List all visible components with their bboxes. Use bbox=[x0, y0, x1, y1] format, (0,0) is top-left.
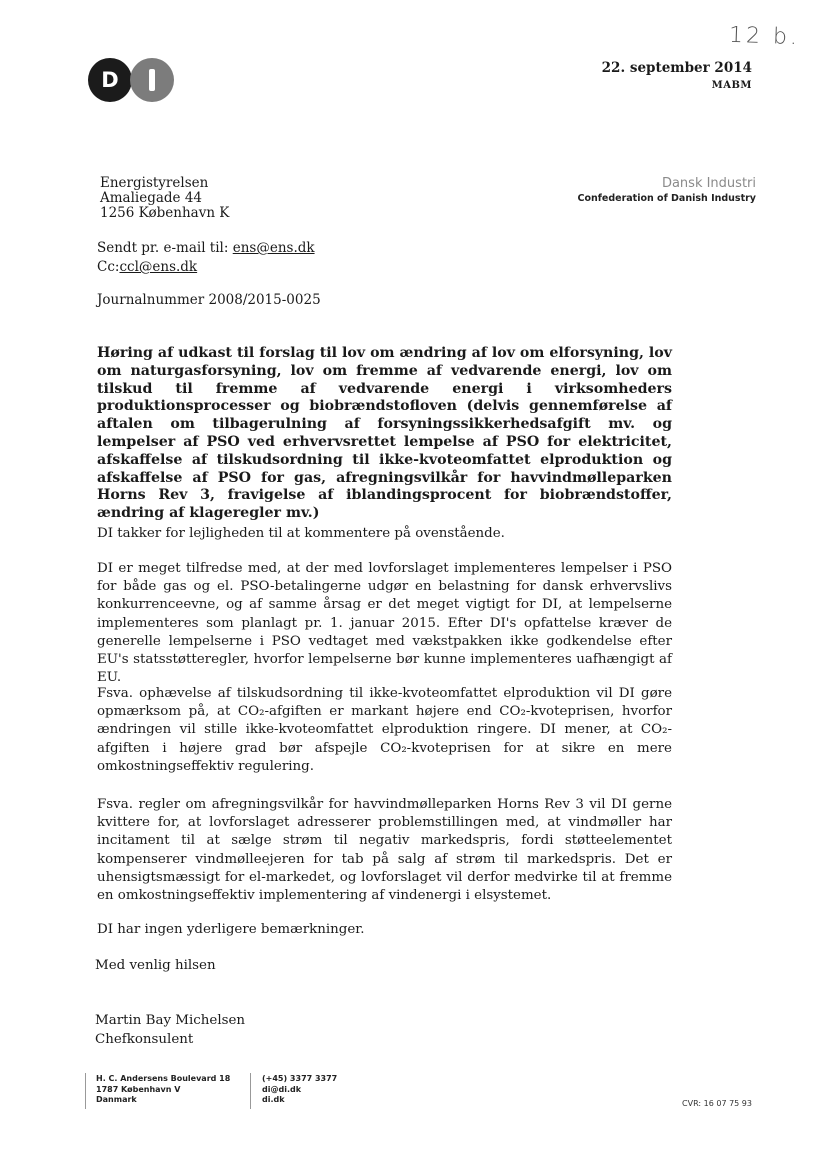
footer-cvr: CVR: 16 07 75 93 bbox=[682, 1099, 752, 1108]
footer-divider bbox=[85, 1073, 86, 1109]
footer-contact bbox=[262, 1074, 337, 1106]
recipient-line: Energistyrelsen bbox=[100, 175, 209, 191]
closing: Med venlig hilsen bbox=[95, 958, 216, 973]
footer-website-link[interactable]: di.dk bbox=[262, 1095, 285, 1105]
handwritten-note: 12 b. bbox=[728, 22, 801, 51]
logo-i-circle bbox=[130, 58, 174, 102]
body-paragraph: DI har ingen yderligere bemærkninger. bbox=[97, 922, 365, 937]
letter-subject: Høring af udkast til forslag til lov om ændring af lov om elforsyning, lov om naturgasforsyning, lov om fremme af vedvarende energi, lov om tilskud til fremme af vedvarende energi i virksomheders produktionsprocesser og biobrændstofloven (delvis gennemførelse af aftalen om tilbagerulning af forsyningssikkerhedsafgift mv. og lempelser af PSO ved erhvervsrettet lempelse af PSO for elektricitet, afskaffelse af tilskudsordning til ikke-kvoteomfattet elproduktion og afskaffelse af PSO for gas, afregningsvilkår for havvindmølleparken Horns Rev 3, fravigelse af iblandingsprocent for biobrændstoffer, ændring af klageregler mv.) bbox=[97, 345, 672, 522]
footer-address-line: H. C. Andersens Boulevard 18 bbox=[96, 1074, 231, 1083]
logo-d-circle: D bbox=[88, 58, 132, 102]
email-prefix: Sendt pr. e-mail til: bbox=[97, 240, 233, 256]
di-logo bbox=[88, 58, 174, 102]
recipient-line: 1256 København K bbox=[100, 205, 230, 221]
cc-line bbox=[97, 258, 315, 277]
footer-address-line: 1787 København V bbox=[96, 1084, 181, 1094]
cc-email-link[interactable]: ccl@ens.dk bbox=[119, 259, 198, 275]
recipient-line: Amaliegade 44 bbox=[100, 190, 203, 206]
signature-block bbox=[95, 1012, 245, 1049]
email-line bbox=[97, 239, 315, 258]
footer-phone: (+45) 3377 3377 bbox=[262, 1074, 338, 1083]
body-paragraph: DI er meget tilfredse med, at der med lovforslaget implementeres lempelser i PSO for både gas og el. PSO-betalingerne udgør en belastning for dansk erhvervslivs konkurrenceevne, og af samme årsag er det meget vigtigt for DI, at lempelserne implementeres som planlagt pr. 1. januar 2015. Efter DI's opfattelse kræver de generelle lempelserne i PSO vedtaget med vækstpakken ikke godkendelse efter EU's statsstøtteregler, hvorfor lempelserne bør kunne implementeres uafhængigt af EU. bbox=[97, 561, 672, 686]
email-link[interactable]: ens@ens.dk bbox=[232, 240, 315, 256]
footer-divider bbox=[250, 1073, 251, 1109]
body-paragraph: Fsva. regler om afregningsvilkår for havvindmølleparken Horns Rev 3 vil DI gerne kvittere for, at lovforslaget adresserer problemstillingen med, at vindmøller har incitament til at sælge strøm til negativ markedspris, fordi støtteelementet kompenserer vindmølleejeren for tab på salg af strøm til markedspris. Det er uhensigtsmæssigt for el-markedet, og lovforslaget vil derfor medvirke til at fremme en omkostningseffektiv implementering af vindenergi i elsystemet. bbox=[97, 797, 672, 904]
brand-name: Dansk Industri bbox=[661, 176, 756, 191]
cc-prefix: Cc: bbox=[97, 259, 120, 275]
recipient-address bbox=[100, 176, 229, 221]
footer-address-line: Danmark bbox=[96, 1095, 137, 1105]
signature-title: Chefkonsulent bbox=[95, 1031, 194, 1047]
sent-info bbox=[97, 239, 315, 277]
brand-tagline: Confederation of Danish Industry bbox=[577, 193, 756, 204]
journal-number: Journalnummer 2008/2015-0025 bbox=[97, 292, 321, 308]
body-paragraph: Fsva. ophævelse af tilskudsordning til ikke-kvoteomfattet elproduktion vil DI gøre opmærksom på, at CO₂-afgiften er markant højere end CO₂-kvoteprisen, hvorfor ændringen vil stille ikke-kvoteomfattet elproduktion ringere. DI mener, at CO₂-afgiften i højere grad bør afspejle CO₂-kvoteprisen for at sikre en mere omkostningseffektiv regulering. bbox=[97, 686, 672, 774]
footer-address bbox=[96, 1074, 230, 1106]
footer-email-link[interactable]: di@di.dk bbox=[262, 1084, 302, 1094]
author-initials: MABM bbox=[711, 80, 752, 91]
body-paragraph: DI takker for lejligheden til at kommentere på ovenstående. bbox=[97, 526, 505, 541]
signature-name: Martin Bay Michelsen bbox=[95, 1013, 246, 1028]
letter-date: 22. september 2014 bbox=[601, 60, 752, 76]
